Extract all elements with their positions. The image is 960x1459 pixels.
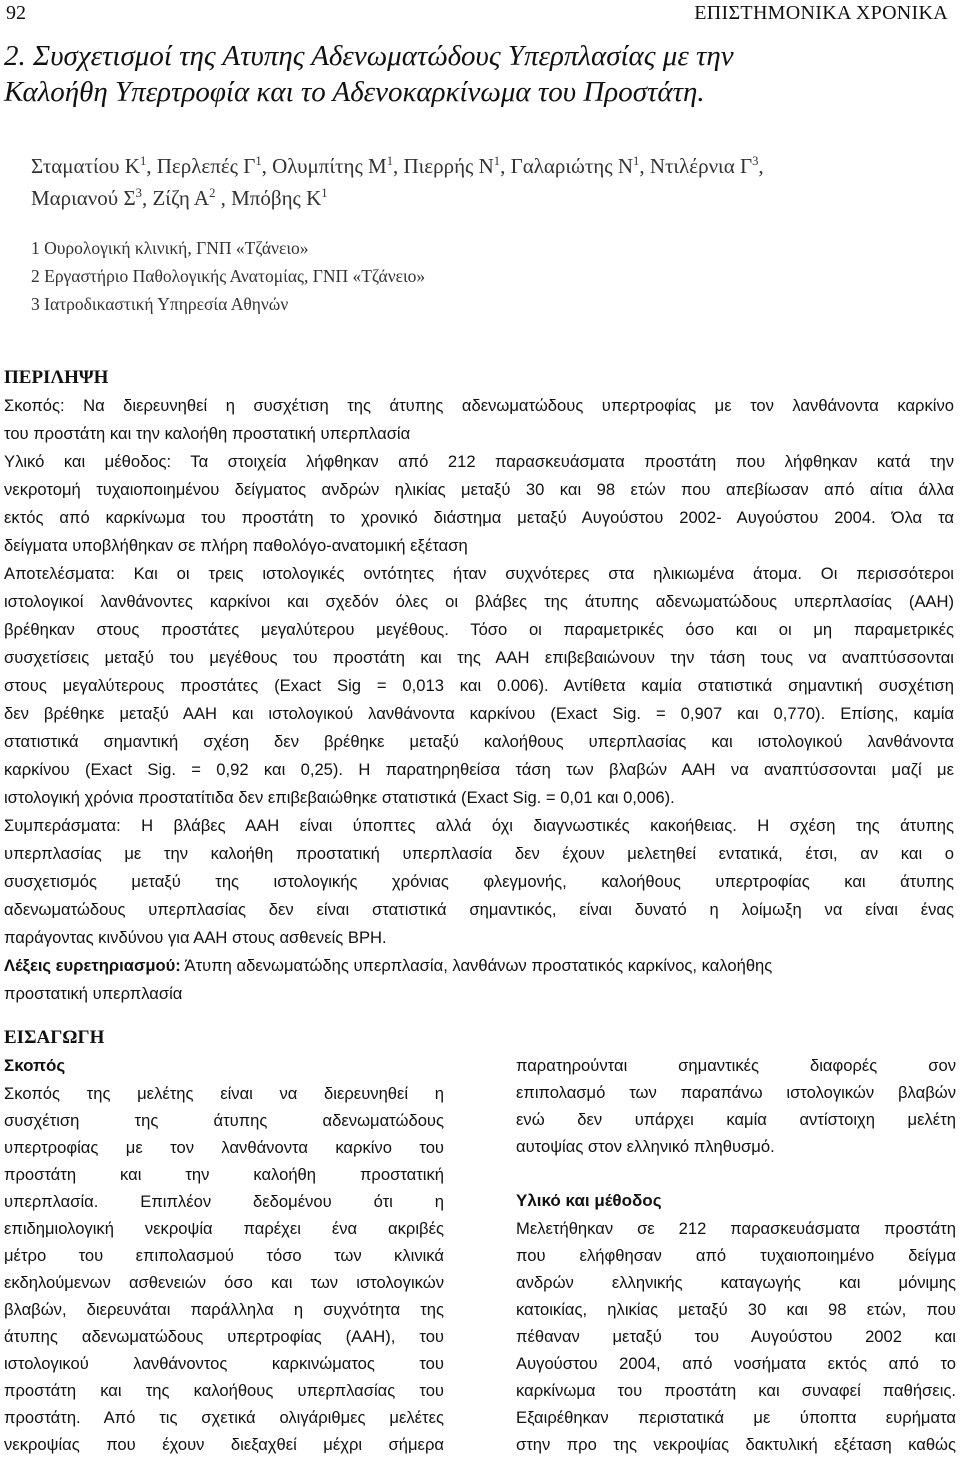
title-line-1: 2. Συσχετισμοί της Ατυπης Αδενωματώδους Υπερπλασίας με την <box>4 40 734 72</box>
author-list <box>31 150 951 214</box>
author: Μαριανού $\Sigma^3$, <box>31 186 153 210</box>
methods-line: κατοικίας, ηλικίας μεταξύ 30 και 98 ετών, που <box>516 1300 956 1319</box>
affiliation-3: 3 Ιατροδικαστική Υπηρεσία Αθηνών <box>31 294 289 314</box>
abstract-line: δείγματα υποβλήθηκαν σε πλήρη παθολόγο-ανατομική εξέταση <box>4 536 468 555</box>
left-col-line: υπερτροφίας με τον λανθάνοντα καρκίνο του <box>4 1138 444 1157</box>
keywords-text: Άτυπη αδενωματώδης υπερπλασία, λανθάνων προστατικός καρκίνος, καλοήθης <box>180 956 773 975</box>
abstract-line: Αποτελέσματα: Και οι τρεις ιστολογικές οντότητες ήταν συχνότερες στα ηλικιωμένα άτομα. Οι περισσότεροι <box>4 564 954 583</box>
methods-line: πέθαναν μεταξύ του Αυγούστου 2002 και <box>516 1327 956 1346</box>
abstract-line: στους μεγαλύτερους προστάτες (Exact Sig = 0,013 και 0.006). Αντίθετα καμία στατιστικά σημαντική συσχέτιση <box>4 676 954 695</box>
abstract-line: ιστολογική χρόνια προστατίτιδα δεν επιβεβαιώθηκε στατιστικά (Exact Sig. = 0,01 και 0,006). <box>4 788 675 807</box>
right-col-line: παρατηρούνται σημαντικές διαφορές σον <box>516 1056 956 1075</box>
title-line-2: Καλοήθη Υπερτροφία και το Αδενοκαρκίνωμα του Προστάτη. <box>4 76 705 108</box>
left-col-line: προστάτη. Από τις σχετικά ολιγάριθμες μελέτες <box>4 1408 444 1427</box>
left-col-line: επιδημιολογική νεκροψία παρέχει ένα ακριβές <box>4 1219 444 1238</box>
author: Γαλαριώτης $N^1$, <box>510 154 650 178</box>
methods-line: Εξαιρέθηκαν περιστατικά με ύποπτα ευρήματα <box>516 1408 956 1427</box>
abstract-line: στατιστικά σημαντική σχέση δεν βρέθηκε μεταξύ καλοήθους υπερπλασίας και ιστολογικού λανθάνοντα <box>4 732 954 751</box>
methods-subheading: Υλικό και μέθοδος <box>516 1191 662 1210</box>
right-col-line: αυτοψίας στον ελληνικό πληθυσμό. <box>516 1137 775 1156</box>
left-col-line: προστάτη και την καλοήθη προστατική <box>4 1165 444 1184</box>
methods-line: Μελετήθηκαν σε 212 παρασκευάσματα προστάτη <box>516 1219 956 1238</box>
author: Ντιλέρνια $\Gamma^3$, <box>649 154 764 178</box>
journal-running-head: ΕΠΙΣΤΗΜΟΝΙΚΑ ΧΡΟΝΙΚΑ <box>694 2 948 24</box>
affiliation-2: 2 Εργαστήριο Παθολογικής Ανατομίας, ΓΝΠ «Τζάνειο» <box>31 266 426 286</box>
methods-line: καρκίνωμα του προστάτη και συναφεί παθήσεις. <box>516 1381 956 1400</box>
abstract-line: συσχετίσεις μεταξύ του μεγέθους του προστάτη και της ΑΑΗ επιβεβαιώνουν την τάση τους να αναπτύσσονται <box>4 648 954 667</box>
left-col-line: ιστολογικού λανθάνοντος καρκινώματος του <box>4 1354 444 1373</box>
article-title <box>4 38 958 110</box>
intro-heading: ΕΙΣΑΓΩΓΗ <box>4 1027 105 1048</box>
author: Σταματίου $K^1$, <box>31 154 157 178</box>
author: Ολυμπίτης $M^1$, <box>272 154 404 178</box>
abstract-line: εκτός από καρκίνωμα του προστάτη το χρονικό διάστημα μεταξύ Αυγούστου 2002- Αυγούστου 2004. Όλα τα <box>4 508 954 527</box>
methods-line: ανδρών ελληνικής καταγωγής και μόνιμης <box>516 1273 956 1292</box>
methods-line: Αυγούστου 2004, από νοσήματα εκτός από το <box>516 1354 956 1373</box>
abstract-line: ιστολογικοί λανθάνοντες καρκίνοι και σχεδόν όλες οι βλάβες της άτυπης αδενωματώδους υπερπλασίας (ΑΑΗ) <box>4 592 954 611</box>
abstract-line: παράγοντας κινδύνου για ΑΑΗ στους ασθενείς ΒΡΗ. <box>4 928 387 947</box>
abstract-line: δεν βρέθηκε μεταξύ ΑΑΗ και ιστολογικού λανθάνοντα καρκίνου (Exact Sig. = 0,907 και 0,770). Επίσης, καμία <box>4 704 954 723</box>
left-col-line: συσχέτιση της άτυπης αδενωματώδους <box>4 1111 444 1130</box>
affiliation-1: 1 Ουρολογική κλινική, ΓΝΠ «Τζάνειο» <box>31 238 309 258</box>
keywords-line: προστατική υπερπλασία <box>4 984 183 1003</box>
author: Μπόβης $K^1$ <box>231 186 328 210</box>
left-col-line: υπερπλασία. Επιπλέον δεδομένου ότι η <box>4 1192 444 1211</box>
abstract-line: υπερπλασίας με την καλοήθη προστατική υπερπλασία δεν έχουν μελετηθεί εντατικά, έτσι, αν και ο <box>4 844 954 863</box>
left-col-line: εκδηλούμενων ασθενειών όσο και των ιστολογικών <box>4 1273 444 1292</box>
author: Πιερρής $N^1$, <box>403 154 511 178</box>
left-col-line: Σκοπός της μελέτης είναι να διερευνηθεί η <box>4 1084 444 1103</box>
left-col-line: άτυπης αδενωματώδους υπερτροφίας (ΑΑΗ), του <box>4 1327 444 1346</box>
abstract-line: βρέθηκαν στους προστάτες μεγαλύτερου μεγέθους. Τόσο οι παραμετρικές όσο και οι μη παραμετρικές <box>4 620 954 639</box>
aim-subheading: Σκοπός <box>4 1056 66 1075</box>
abstract-line: του προστάτη και την καλοήθη προστατική υπερπλασία <box>4 424 411 443</box>
right-col-line: ενώ δεν υπάρχει καμία αντίστοιχη μελέτη <box>516 1110 956 1129</box>
author: Ζίζη $A^2$ , <box>152 186 232 210</box>
left-col-line: μέτρο του επιπολασμού τόσο των κλινικά <box>4 1246 444 1265</box>
page-number: 92 <box>6 2 26 24</box>
abstract-line: καρκίνου (Exact Sig. = 0,92 και 0,25). Η παρατηρηθείσα τάση των βλαβών ΑΑΗ να αναπτύσσονται μαζί με <box>4 760 954 779</box>
left-col-line: βλαβών, διερευνάται παράλληλα η συχνότητα της <box>4 1300 444 1319</box>
abstract-line: νεκροτομή τυχαιοποιημένου δείγματος ανδρών ηλικίας μεταξύ 30 και 98 ετών που απεβίωσαν από αίτια άλλα <box>4 480 954 499</box>
abstract-heading: ΠΕΡΙΛΗΨΗ <box>4 367 109 388</box>
keywords-line <box>4 956 772 976</box>
abstract-line: Σκοπός: Να διερευνηθεί η συσχέτιση της άτυπης αδενωματώδους υπερτροφίας με τον λανθάνοντα καρκίνο <box>4 396 954 415</box>
abstract-line: συσχετισμός μεταξύ της ιστολογικής χρόνιας φλεγμονής, καλοήθους υπερτροφίας και άτυπης <box>4 872 954 891</box>
author: Περλεπές $\Gamma^1$, <box>156 154 273 178</box>
keywords-label: Λέξεις ευρετηριασμού: <box>4 956 181 975</box>
left-col-line: νεκροψίας που έχουν διεξαχθεί μέχρι σήμερα <box>4 1435 444 1454</box>
abstract-line: αδενωματώδους υπερπλασίας δεν είναι στατιστικά σημαντικός, είναι δυνατό η λοίμωξη να είναι ένας <box>4 900 954 919</box>
abstract-line: Συμπεράσματα: Η βλάβες ΑΑΗ είναι ύποπτες αλλά όχι διαγνωστικές κακοήθειας. Η σχέση της άτυπης <box>4 816 954 835</box>
abstract-line: Υλικό και μέθοδος: Τα στοιχεία λήφθηκαν από 212 παρασκευάσματα προστάτη που λήφθηκαν κατά την <box>4 452 954 471</box>
methods-line: στην προ της νεκροψίας δακτυλική εξέταση καθώς <box>516 1435 956 1454</box>
left-col-line: προστάτη και της καλοήθους υπερπλασίας του <box>4 1381 444 1400</box>
methods-line: που ελήφθησαν από τυχαιοποιημένο δείγμα <box>516 1246 956 1265</box>
right-col-line: επιπολασμό των παραπάνω ιστολογικών βλαβών <box>516 1083 956 1102</box>
